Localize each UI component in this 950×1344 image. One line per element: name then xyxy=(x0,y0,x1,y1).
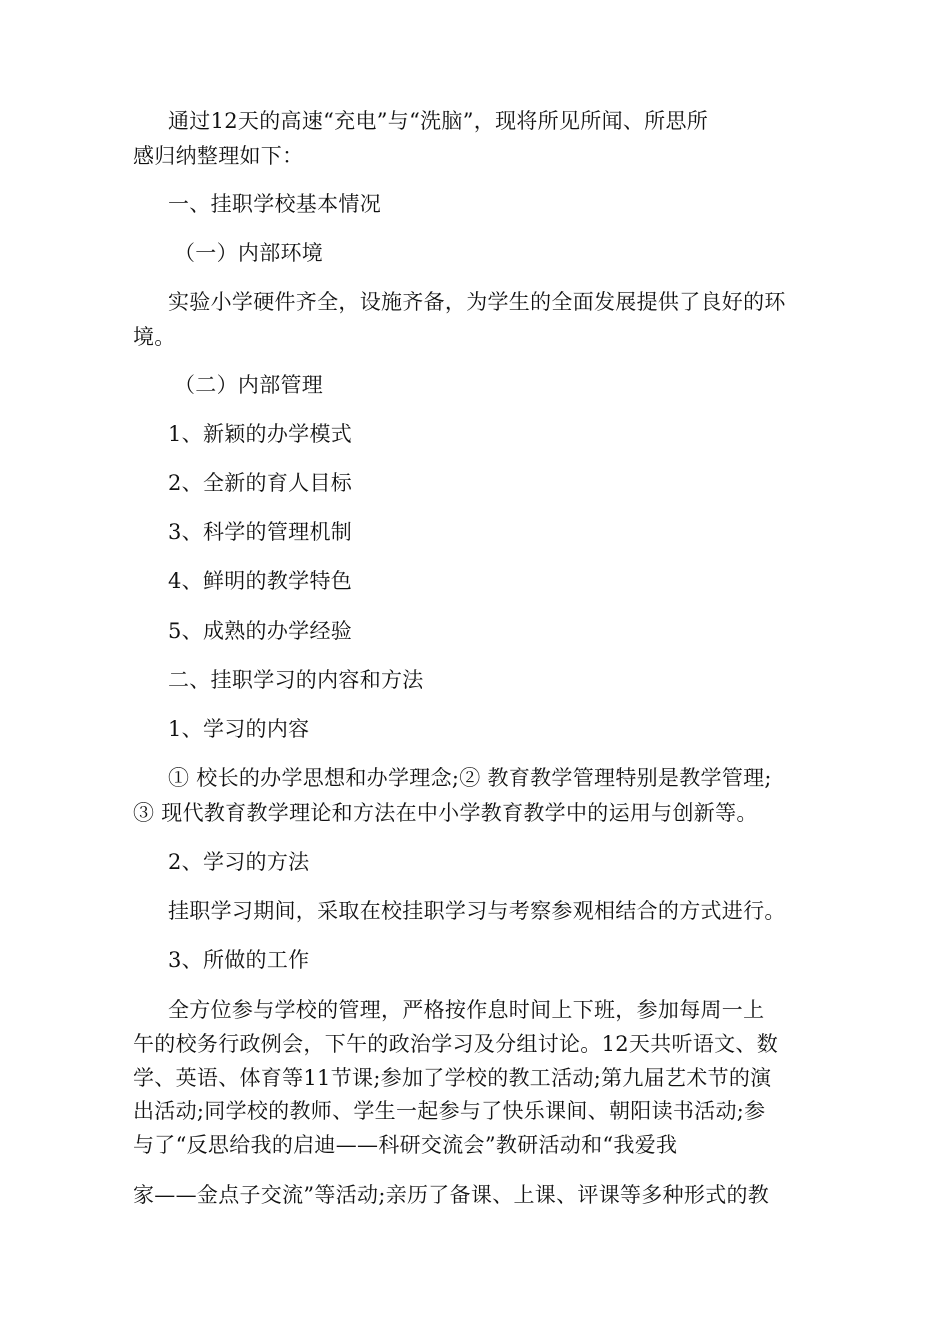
paragraph-line: 挂职学习期间，采取在校挂职学习与考察参观相结合的方式进行。 xyxy=(168,899,786,923)
paragraph-line: 感归纳整理如下： xyxy=(133,144,304,168)
paragraph-line: 家——金点子交流”等活动;亲历了备课、上课、评课等多种形式的教 xyxy=(133,1183,770,1207)
subsection-heading: 1、学习的内容 xyxy=(168,717,310,741)
paragraph-line: 学、英语、体育等11节课;参加了学校的教工活动;第九届艺术节的演 xyxy=(133,1066,772,1090)
paragraph-line: 境。 xyxy=(133,325,176,349)
list-item: 2、全新的育人目标 xyxy=(168,471,353,495)
paragraph-line: 全方位参与学校的管理，严格按作息时间上下班，参加每周一上 xyxy=(168,998,765,1022)
paragraph-line: 通过12天的高速“充电”与“洗脑”，现将所见所闻、所思所 xyxy=(168,109,709,133)
list-item: 5、成熟的办学经验 xyxy=(168,619,353,643)
paragraph-line: ③ 现代教育教学理论和方法在中小学教育教学中的运用与创新等。 xyxy=(133,801,758,825)
list-item: 1、新颖的办学模式 xyxy=(168,422,353,446)
subsection-heading: 3、所做的工作 xyxy=(168,948,310,972)
paragraph-line: 实验小学硬件齐全，设施齐备，为学生的全面发展提供了良好的环 xyxy=(168,290,786,314)
paragraph-line: 与了“反思给我的启迪——科研交流会”教研活动和“我爱我 xyxy=(133,1133,678,1157)
subsection-heading: 2、学习的方法 xyxy=(168,850,310,874)
subsection-heading: （一）内部环境 xyxy=(174,241,324,265)
paragraph-line: 午的校务行政例会，下午的政治学习及分组讨论。12天共听语文、数 xyxy=(133,1032,779,1056)
paragraph-line: ① 校长的办学思想和办学理念;② 教育教学管理特别是教学管理; xyxy=(168,766,772,790)
list-item: 4、鲜明的教学特色 xyxy=(168,569,353,593)
paragraph-line: 出活动;同学校的教师、学生一起参与了快乐课间、朝阳读书活动;参 xyxy=(133,1099,766,1123)
section-heading: 一、挂职学校基本情况 xyxy=(168,192,381,216)
section-heading: 二、挂职学习的内容和方法 xyxy=(168,668,424,692)
list-item: 3、科学的管理机制 xyxy=(168,520,353,544)
subsection-heading: （二）内部管理 xyxy=(174,373,324,397)
